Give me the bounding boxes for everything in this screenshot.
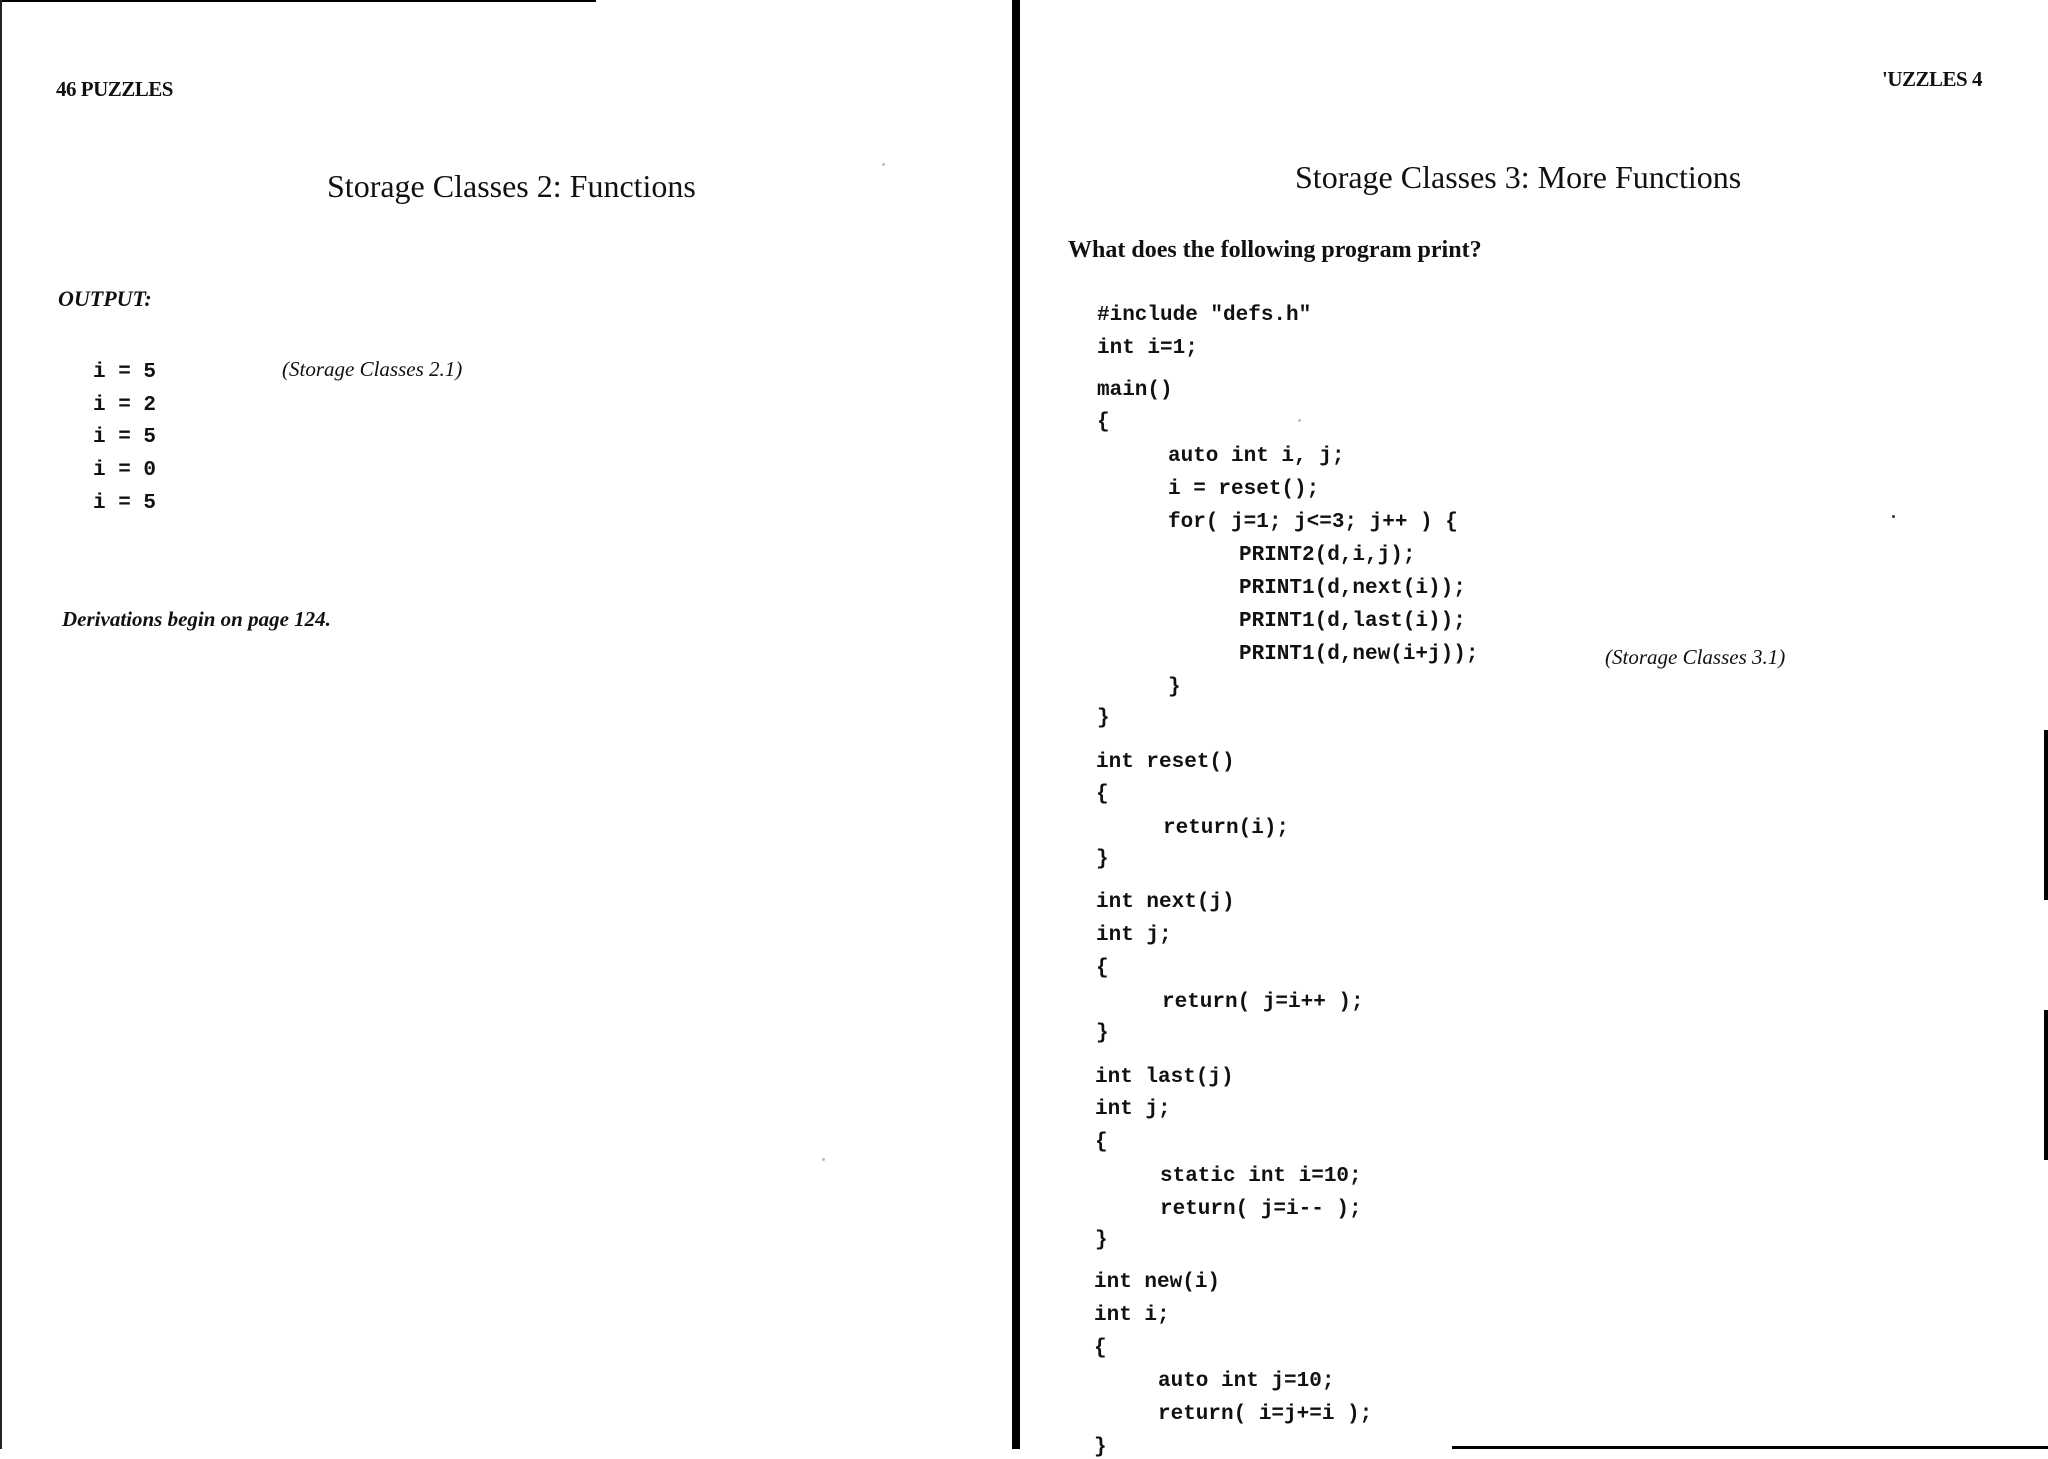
code-line: PRINT1(d,new(i+j));	[1239, 643, 1479, 666]
output-line: i = 2	[93, 394, 157, 417]
code-line: auto int i, j;	[1168, 445, 1345, 468]
scan-speck	[882, 163, 885, 166]
output-line: i = 0	[93, 459, 157, 482]
code-line: int new(i)	[1094, 1271, 1221, 1294]
code-line: }	[1096, 848, 1109, 871]
scan-edge-top	[0, 0, 596, 2]
code-line: return( j=i-- );	[1160, 1198, 1362, 1221]
code-line: int i;	[1094, 1304, 1170, 1327]
left-page	[0, 0, 1012, 1449]
output-caption: (Storage Classes 2.1)	[282, 357, 463, 381]
scan-edge-right	[2044, 1010, 2048, 1160]
code-line: }	[1094, 1436, 1107, 1459]
code-line: {	[1094, 1337, 1107, 1360]
code-line: {	[1095, 1131, 1108, 1154]
code-line: i = reset();	[1168, 478, 1320, 501]
code-line: return(i);	[1163, 817, 1290, 840]
running-head-left: 46 PUZZLES	[56, 77, 173, 101]
code-line: {	[1096, 957, 1109, 980]
scan-edge-left	[0, 0, 2, 1449]
code-line: auto int j=10;	[1158, 1370, 1335, 1393]
question-text: What does the following program print?	[1068, 237, 1482, 263]
book-spine	[1012, 0, 1020, 1449]
page-title-right: Storage Classes 3: More Functions	[1295, 159, 1742, 195]
code-line: int j;	[1095, 1098, 1171, 1121]
code-line: }	[1096, 1022, 1109, 1045]
code-line: int next(j)	[1096, 891, 1235, 914]
code-line: int last(j)	[1095, 1066, 1234, 1089]
code-line: PRINT1(d,last(i));	[1239, 610, 1466, 633]
code-line: main()	[1097, 379, 1173, 402]
output-line: i = 5	[93, 492, 157, 515]
code-caption: (Storage Classes 3.1)	[1605, 645, 1786, 669]
code-line: {	[1096, 783, 1109, 806]
page-title-left: Storage Classes 2: Functions	[327, 168, 696, 204]
code-line: int i=1;	[1097, 337, 1198, 360]
output-line: i = 5	[93, 361, 157, 384]
running-head-right: 'UZZLES 4	[1882, 67, 1982, 91]
code-line: #include "defs.h"	[1097, 304, 1312, 327]
scan-speck	[1298, 419, 1301, 422]
code-line: int reset()	[1096, 751, 1235, 774]
scan-edge-right	[2044, 730, 2048, 900]
right-page	[1020, 0, 2048, 1459]
code-line: return( j=i++ );	[1162, 991, 1364, 1014]
output-line: i = 5	[93, 426, 157, 449]
scan-speck	[1892, 515, 1895, 518]
code-line: }	[1097, 707, 1110, 730]
code-line: return( i=j+=i );	[1158, 1403, 1373, 1426]
code-line: {	[1097, 411, 1110, 434]
code-line: }	[1168, 676, 1181, 699]
code-line: PRINT2(d,i,j);	[1239, 544, 1416, 567]
code-line: }	[1095, 1229, 1108, 1252]
code-line: PRINT1(d,next(i));	[1239, 577, 1466, 600]
output-label: OUTPUT:	[58, 286, 152, 311]
derivations-note: Derivations begin on page 124.	[62, 607, 331, 631]
code-line: int j;	[1096, 924, 1172, 947]
scan-speck	[822, 1158, 825, 1161]
code-line: static int i=10;	[1160, 1165, 1362, 1188]
code-line: for( j=1; j<=3; j++ ) {	[1168, 511, 1458, 534]
